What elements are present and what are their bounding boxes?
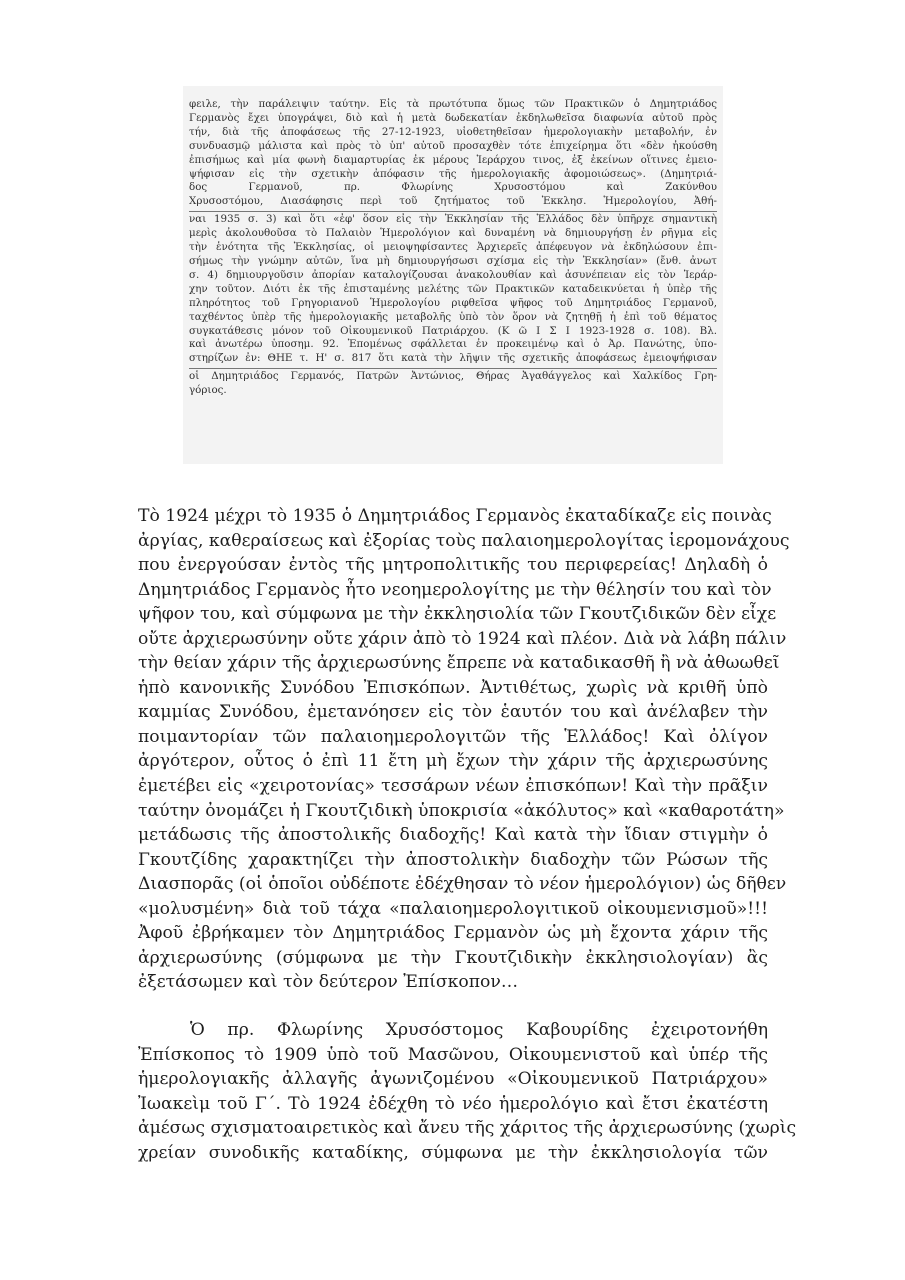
text-line: Γκουτζίδης χαρακτηίζει τὴν ἀποστολικὴν διαδοχὴν τῶν Ρώσων τῆς — [138, 849, 768, 870]
footnote-line: τὴν ἑνότητα τῆς Ἐκκλησίας, οἱ μειοψηφίσαντες Ἀρχιερεῖς ἀπέφευγον νὰ ἐκδηλώσουν ἐπι- — [189, 241, 717, 254]
text-line: ἀργίας, καθεραίσεως καὶ ἐξορίας τοὺς παλαιοημερολογίτας ἱερομονάχους — [138, 530, 790, 551]
text-line: ἀμέσως σχισματοαιρετικὸς καὶ ἄνευ τῆς χάριτος τῆς ἀρχιερωσύνης (χωρὶς — [138, 1118, 797, 1139]
footnote-line: οἱ Δημητριάδος Γερμανός, Πατρῶν Ἀντώνιος, Θήρας Ἀγαθάγγελος καὶ Χαλκίδος Γρη- — [189, 370, 717, 383]
text-line: οὔτε ἀρχιερωσύνην οὔτε χάριν ἀπὸ τὸ 1924 καὶ πλέον. Διὰ νὰ λάβη πάλιν — [138, 628, 787, 649]
body-paragraph-1 — [138, 504, 790, 995]
footnote-line: Χρυσοστόμου, Διασάφησις περὶ τοῦ ζητήματος τοῦ Ἐκκλησ. Ἡμερολογίου, Ἀθή- — [189, 195, 717, 208]
text-line: ἐξετάσωμεν καὶ τὸν δεύτερον Ἐπίσκοπον… — [138, 972, 519, 993]
text-line: ἀρχιερωσύνης (σύμφωνα με τὴν Γκουτζιδικὴν ἐκκλησιολογίαν) ἂς — [138, 947, 768, 968]
footnote-divider — [189, 368, 717, 369]
text-line: Ἀφοῦ ἐβρήκαμεν τὸν Δημητριάδος Γερμανὸν ὡς μὴ ἔχοντα χάριν τῆς — [138, 923, 768, 944]
footnote-line: στηρίζων ἐν: ΘΗΕ τ. Η' σ. 817 ὅτι κατὰ τὴν λῆψιν τῆς σχετικῆς ἀποφάσεως ἐμειοψήφισαν — [189, 352, 717, 365]
footnote-line: σήμως τὴν γνώμην αὐτῶν, ἵνα μὴ δημιουργήσωσι σχίσμα εἰς τὴν Ἐκκλησίαν» (ἔνθ. ἀνωτ — [189, 254, 717, 267]
footnote-line: χην τοῦτον. Διότι ἐκ τῆς ἐπισταμένης μελέτης τῶν Πρακτικῶν καταδεικνύεται ἡ ὑπὲρ τῆς — [189, 282, 717, 295]
text-line: Ἐπίσκοπος τὸ 1909 ὑπὸ τοῦ Μασῶνου, Οἰκουμενιστοῦ καὶ ὑπέρ τῆς — [138, 1044, 768, 1065]
text-line: ψῆφον του, καὶ σύμφωνα με τὴν ἐκκλησιολία τῶν Γκουτζιδικῶν δὲν εἶχε — [138, 604, 777, 625]
text-line: μετάδωσις τῆς ἀποστολικῆς διαδοχῆς! Καὶ κατὰ τὴν ἴδιαν στιγμὴν ὁ — [138, 825, 768, 846]
footnote-line: Γερμανὸς ἔχει ὑπογράψει, διὸ καὶ ἡ μετὰ δωδεκατίαν ἐκδηλωθεῖσα διαφωνία αὐτοῦ πρὸς — [189, 111, 717, 124]
text-line: ταύτην ὀνομάζει ἡ Γκουτζιδικὴ ὑποκρισία «ἀκόλυτος» καὶ «καθαροτάτη» — [138, 800, 785, 821]
footnote-line: γόριος. — [189, 384, 227, 397]
text-line: τὴν θείαν χάριν τῆς ἀρχιερωσύνης ἔπρεπε νὰ καταδικασθῆ ἢ νὰ ἀθωωθεῖ — [138, 653, 780, 674]
text-line: ποιμαντορίαν τῶν παλαιοημερολογιτῶν τῆς Ἑλλάδος! Καὶ ὀλίγον — [138, 726, 768, 747]
footnote-line: ταχθέντος ὑπὲρ τῆς ἡμερολογιακῆς μεταβολῆς ὑπὸ τὸν ὅρον νὰ ζητηθῇ ἡ ἐπὶ τοῦ θέματος — [189, 310, 717, 323]
text-line: ἀργότερον, οὗτος ὁ ἐπὶ 11 ἔτη μὴ ἔχων τὴν χάριν τῆς ἀρχιερωσύνης — [138, 751, 768, 772]
footnote-line: φειλε, τὴν παράλειψιν ταύτην. Εἰς τὰ πρωτότυπα ὅμως τῶν Πρακτικῶν ὁ Δημητριάδος — [189, 98, 717, 110]
text-line: χρείαν συνοδικῆς καταδίκης, σύμφωνα με τὴν ἐκκλησιολογία τῶν — [138, 1142, 768, 1163]
footnote-line: δος Γερμανοῦ, πρ. Φλωρίνης Χρυσοστόμου καὶ Ζακύνθου — [189, 181, 717, 194]
text-line: Διασπορᾶς (οἱ ὁποῖοι οὐδέποτε ἐδέχθησαν τὸ νέον ἡμερολόγιον) ὡς δῆθεν — [138, 874, 787, 895]
scanned-footnote-image — [183, 86, 723, 464]
text-line: ἡπὸ κανονικῆς Συνόδου Ἐπισκόπων. Ἀντιθέτως, χωρὶς νὰ κριθῆ ὑπὸ — [138, 677, 768, 698]
footnote-divider — [189, 211, 717, 212]
footnote-line: σ. 4) δημιουργοῦσιν ἀπορίαν καταλογίζουσαι ἀνακολουθίαν καὶ ἀσυνέπειαν εἰς τὸν Ἱεράρ- — [189, 268, 717, 281]
body-paragraph-2 — [138, 1018, 797, 1165]
text-line: ἐμετέβει εἰς «χειροτονίας» τεσσάρων νέων ἐπισκόπων! Καὶ τὴν πρᾶξιν — [138, 776, 768, 797]
text-line: Τὸ 1924 μέχρι τὸ 1935 ὁ Δημητριάδος Γερμανὸς ἐκαταδίκαζε εἰς ποινὰς — [138, 506, 772, 526]
footnote-line: μερὶς ἀκολουθοῦσα τὸ Παλαιὸν Ἡμερολόγιον καὶ δυναμένη νὰ δημιουργήσῃ ἐν ρῆγμα εἰς — [189, 227, 717, 240]
text-line: Ἰωακεὶμ τοῦ Γ΄. Τὸ 1924 ἐδέχθη τὸ νέο ἡμερολόγιο καὶ ἔτσι ἐκατέστη — [138, 1093, 768, 1114]
text-line: Δημητριάδος Γερμανὸς ἦτο νεοημερολογίτης με τὴν θέλησίν του καὶ τὸν — [138, 579, 772, 600]
text-line: που ἐνεργούσαν ἐντὸς τῆς μητροπολιτικῆς του περιφερείας! Δηλαδὴ ὁ — [138, 555, 768, 576]
footnote-line: ψήφισαν εἰς τὴν σχετικὴν ἀπόφασιν τῆς ἡμερολογιακῆς ἀφομοιώσεως». (Δημητριά- — [189, 167, 717, 180]
text-line: Ὁ πρ. Φλωρίνης Χρυσόστομος Καβουρίδης ἐχειροτονήθη — [190, 1020, 768, 1040]
text-line: ἡμερολογιακῆς ἀλλαγῆς ἀγωνιζομένου «Οἰκουμενικοῦ Πατριάρχου» — [138, 1069, 768, 1090]
footnote-line: ἐπισήμως καὶ μία φωνὴ διαμαρτυρίας ἐκ μέρους Ἱεράρχου τινος, ἐξ ἐκείνων οἵτινες ἐμειο- — [189, 153, 717, 166]
footnote-line: συγκατάθεσις μόνον τοῦ Οἰκουμενικοῦ Πατριάρχου. (Κ ῶ Ι Σ Ι 1923-1928 σ. 108). Βλ. — [189, 324, 717, 337]
footnote-line: ναι 1935 σ. 3) καὶ ὅτι «ἐφ' ὅσον εἰς τὴν Ἐκκλησίαν τῆς Ἑλλάδος δὲν ὑπῆρχε σημαντικὴ — [189, 213, 717, 226]
footnote-line: καὶ ἀνωτέρω ὑποσημ. 92. Ἐπομένως σφάλλεται ἐν προκειμένῳ καὶ ὁ Ἀρ. Πανώτης, ὑπο- — [189, 338, 717, 351]
footnote-line: πληρότητος τοῦ Γρηγοριανοῦ Ἡμερολογίου ριφθεῖσα ψῆφος τοῦ Δημητριάδος Γερμανοῦ, — [189, 296, 717, 309]
text-line: καμμίας Συνόδου, ἐμετανόησεν εἰς τὸν ἑαυτόν του καὶ ἀνέλαβεν τὴν — [138, 702, 768, 723]
footnote-line: συνδυασμῷ μάλιστα καὶ πρὸς τὸ ὑπ' αὐτοῦ προσαχθὲν τότε ἐπιχείρημα ὅτι «δὲν ἠκούσθη — [189, 139, 717, 152]
footnote-line: τήν, διὰ τῆς ἀποφάσεως τῆς 27-12-1923, υἱοθετηθεῖσαν ἡμερολογιακὴν μεταβολήν, ἐν — [189, 125, 717, 138]
text-line: «μολυσμένη» διὰ τοῦ τάχα «παλαιοημερολογιτικοῦ οἰκουμενισμοῦ»!!! — [138, 898, 768, 919]
